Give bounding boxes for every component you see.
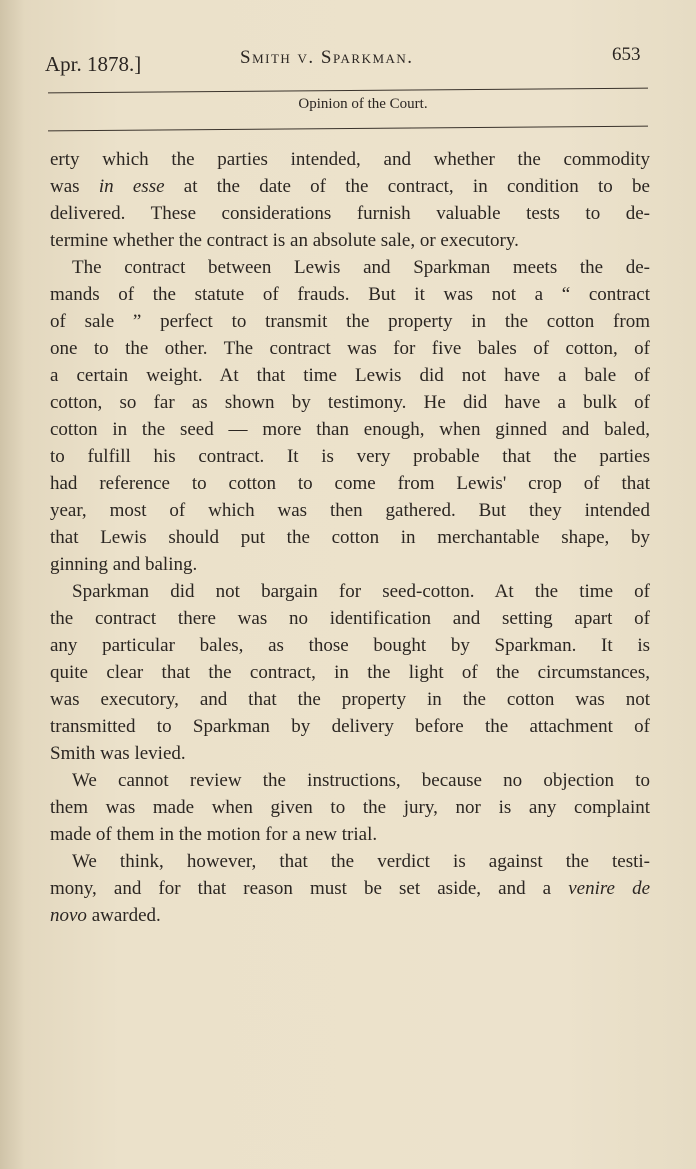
text-line — [50, 146, 650, 173]
page-number: 653 — [612, 44, 641, 65]
text-line — [50, 470, 650, 497]
text-line — [50, 524, 650, 551]
text-segment: Sparkman did not bargain for seed-cotton. At the time of — [72, 581, 650, 602]
text-line — [50, 173, 650, 200]
text-line — [50, 848, 650, 875]
text-line — [50, 767, 650, 794]
text-line — [50, 875, 650, 902]
text-line — [50, 902, 650, 929]
text-segment: at the date of the contract, in condition to be — [164, 176, 650, 197]
text-line — [50, 659, 650, 686]
text-segment: made of them in the motion for a new trial. — [50, 824, 378, 845]
text-line — [50, 578, 650, 605]
text-line — [50, 632, 650, 659]
text-line — [50, 740, 650, 767]
italic-text: venire de — [568, 878, 651, 899]
text-segment: quite clear that the contract, in the light of the circumstances, — [50, 662, 650, 683]
text-line — [50, 794, 650, 821]
opinion-text — [50, 146, 650, 929]
header-rule-top — [48, 88, 648, 94]
text-segment: termine whether the contract is an absolute sale, or executory. — [50, 230, 519, 251]
text-segment: cotton, so far as shown by testimony. He did have a bulk of — [50, 392, 650, 413]
header-rule-bottom — [48, 126, 648, 132]
text-segment: We think, however, that the verdict is against the testi- — [72, 851, 650, 872]
text-line — [50, 551, 650, 578]
text-segment: delivered. These considerations furnish valuable tests to de- — [50, 203, 650, 224]
text-segment: awarded. — [86, 905, 161, 926]
text-line — [50, 497, 650, 524]
text-segment: to fulfill his contract. It is very probable that the parties — [50, 446, 650, 467]
section-heading: Opinion of the Court. — [298, 96, 428, 112]
text-segment: any particular bales, as those bought by Sparkman. It is — [50, 635, 650, 656]
italic-text: in esse — [98, 176, 165, 197]
text-line — [50, 605, 650, 632]
text-line — [50, 443, 650, 470]
text-segment: year, most of which was then gathered. But they intended — [50, 500, 650, 521]
text-segment: the contract there was no identification and setting apart of — [50, 608, 650, 629]
text-line — [50, 416, 650, 443]
running-head-date: Apr. 1878.] — [45, 52, 142, 76]
text-segment: that Lewis should put the cotton in merchantable shape, by — [50, 527, 650, 548]
text-line — [50, 308, 650, 335]
text-segment: had reference to cotton to come from Lewis' crop of that — [50, 473, 650, 494]
text-segment: was — [50, 176, 99, 197]
text-line — [50, 200, 650, 227]
text-segment: was executory, and that the property in the cotton was not — [50, 689, 650, 710]
text-segment: mands of the statute of frauds. But it was not a “ contract — [50, 284, 650, 305]
text-segment: ginning and baling. — [50, 554, 198, 575]
text-segment: The contract between Lewis and Sparkman meets the de- — [72, 257, 650, 278]
text-segment: Smith was levied. — [50, 743, 186, 764]
text-segment: a certain weight. At that time Lewis did not have a bale of — [50, 365, 650, 386]
text-segment: them was made when given to the jury, nor is any complaint — [50, 797, 650, 818]
text-line — [50, 821, 650, 848]
text-line — [50, 713, 650, 740]
text-line — [50, 389, 650, 416]
text-segment: one to the other. The contract was for five bales of cotton, of — [50, 338, 650, 359]
text-line — [50, 254, 650, 281]
text-segment: We cannot review the instructions, because no objection to — [72, 770, 650, 791]
text-segment: of sale ” perfect to transmit the property in the cotton from — [50, 311, 650, 332]
text-line — [50, 335, 650, 362]
italic-text: novo — [50, 905, 87, 926]
text-line — [50, 362, 650, 389]
text-segment: mony, and for that reason must be set aside, and a — [50, 878, 569, 899]
text-line — [50, 281, 650, 308]
text-segment: erty which the parties intended, and whether the commodity — [50, 149, 650, 170]
text-line — [50, 686, 650, 713]
running-head-case-title: Smith v. Sparkman. — [240, 47, 414, 68]
text-segment: transmitted to Sparkman by delivery before the attachment of — [50, 716, 650, 737]
text-segment: cotton in the seed — more than enough, when ginned and baled, — [50, 419, 650, 440]
text-line — [50, 227, 650, 254]
